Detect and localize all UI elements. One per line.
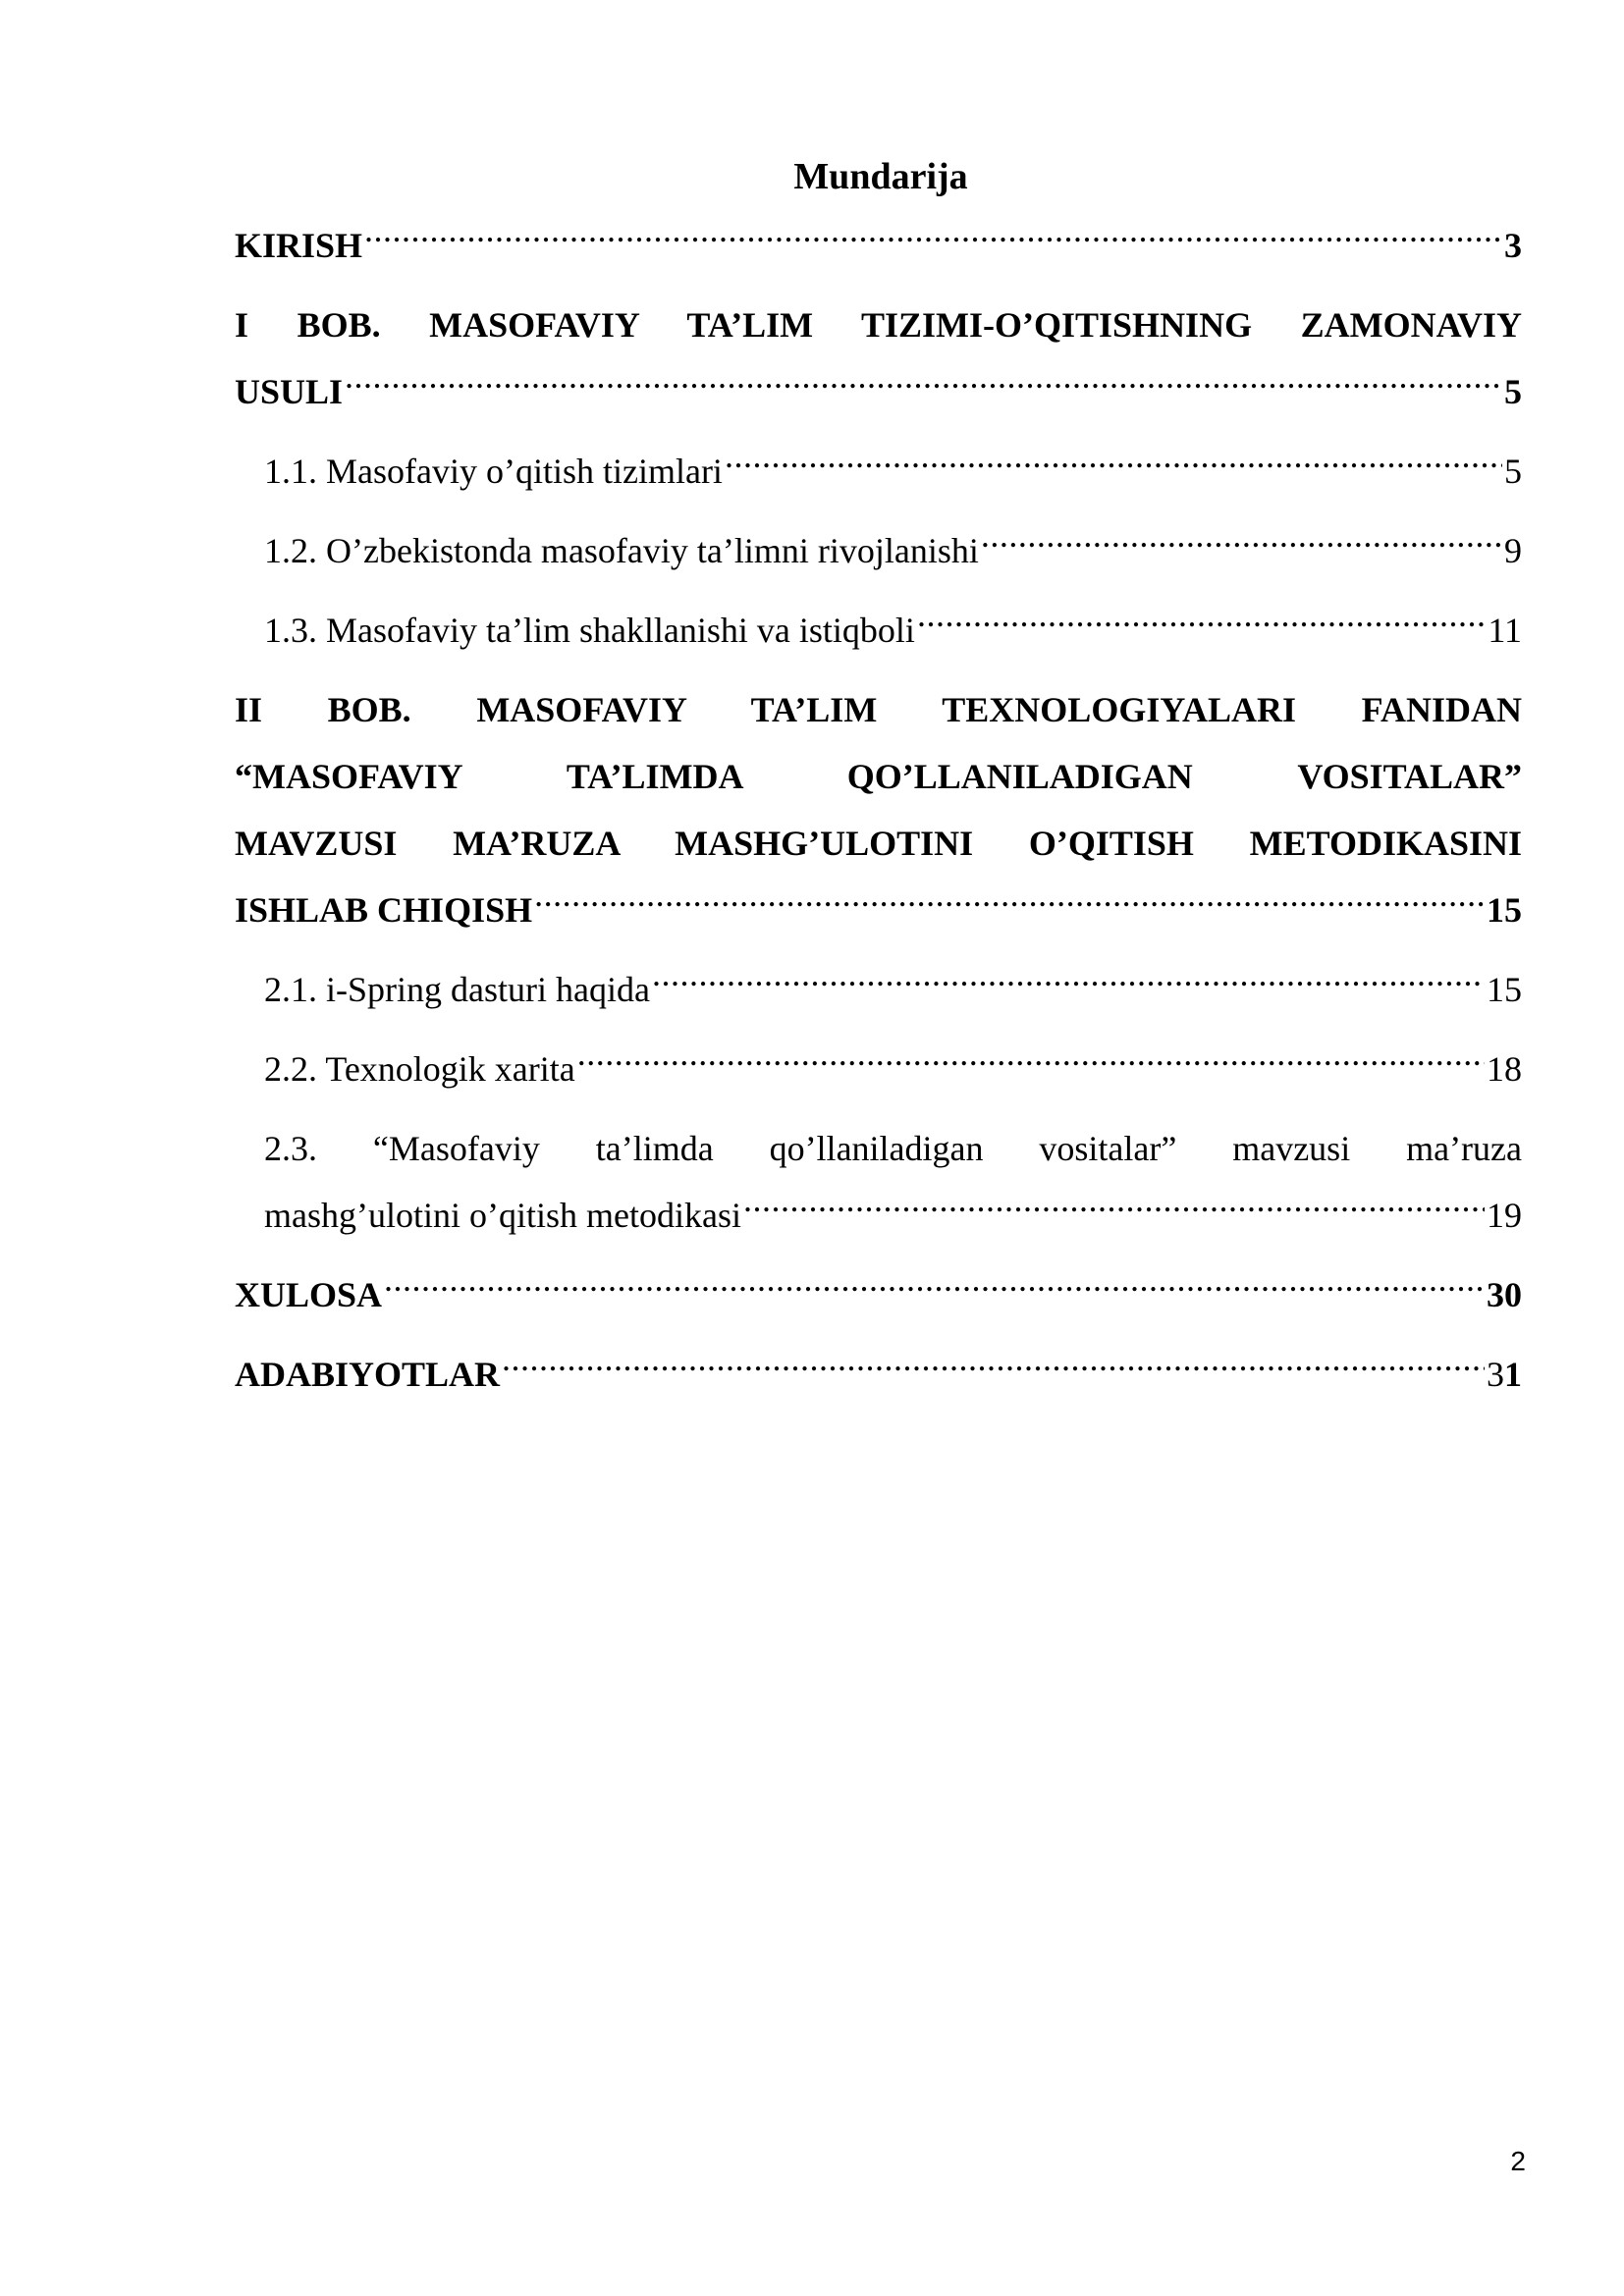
toc-entry-xulosa[interactable]	[235, 1261, 1522, 1328]
toc-entry-page: 11	[1488, 611, 1522, 650]
dot-leader	[743, 1192, 1485, 1227]
toc-entry-page: 19	[1487, 1196, 1522, 1235]
dot-leader	[577, 1045, 1485, 1081]
toc-entry-title-line: “MASOFAVIY TA’LIMDA QO’LLANILADIGAN VOSITALAR”	[235, 757, 1522, 796]
dot-leader	[384, 1271, 1485, 1307]
toc-entry-title: 1.1. Masofaviy o’qitish tizimlari	[264, 452, 723, 491]
toc-entry-page: 15	[1487, 970, 1522, 1009]
toc-entry-section-2-1[interactable]	[235, 956, 1522, 1023]
toc-entry-title: 1.3. Masofaviy ta’lim shakllanishi va istiqboli	[264, 611, 915, 650]
toc-entry-kirish[interactable]	[235, 212, 1522, 279]
toc-entry-page: 3	[1504, 226, 1522, 265]
toc-entry-page: 5	[1504, 452, 1522, 491]
toc-entry-chapter-2[interactable]	[235, 676, 1522, 943]
dot-leader	[725, 448, 1502, 483]
toc-entry-page	[1487, 1341, 1522, 1408]
toc-entry-title: mashg’ulotini o’qitish metodikasi	[264, 1196, 741, 1235]
toc-entry-page: 5	[1504, 372, 1522, 411]
toc-entry-title-line: 2.3. “Masofaviy ta’limda qo’llaniladigan vositalar” mavzusi ma’ruza	[264, 1129, 1522, 1168]
dot-leader	[345, 368, 1502, 403]
toc-entry-title: ISHLAB CHIQISH	[235, 890, 533, 930]
toc-entry-page: 18	[1487, 1049, 1522, 1089]
toc-entry-page: 15	[1487, 890, 1522, 930]
toc-entry-title: KIRISH	[235, 226, 363, 265]
dot-leader	[981, 527, 1502, 562]
table-of-contents	[235, 212, 1522, 1420]
footer-page-number: 2	[1510, 2146, 1526, 2176]
toc-entry-title-line: MAVZUSI MA’RUZA MASHG’ULOTINI O’QITISH METODIKASINI	[235, 824, 1522, 863]
toc-title: Mundarija	[793, 156, 968, 197]
toc-entry-title: 2.1. i-Spring dasturi haqida	[264, 970, 650, 1009]
dot-leader	[652, 966, 1485, 1001]
toc-entry-title: 1.2. O’zbekistonda masofaviy ta’limni rivojlanishi	[264, 531, 979, 570]
toc-entry-title: 2.2. Texnologik xarita	[264, 1049, 575, 1089]
toc-entry-section-1-2[interactable]	[235, 517, 1522, 584]
toc-entry-page-digit: 1	[1504, 1355, 1522, 1394]
dot-leader	[364, 222, 1502, 257]
toc-entry-adabiyotlar[interactable]	[235, 1341, 1522, 1408]
dot-leader	[917, 607, 1486, 642]
toc-entry-page: 30	[1487, 1275, 1522, 1314]
toc-entry-section-2-3[interactable]	[235, 1115, 1522, 1249]
toc-entry-section-1-3[interactable]	[235, 597, 1522, 664]
toc-entry-title: USULI	[235, 372, 344, 411]
dot-leader	[534, 886, 1485, 922]
toc-entry-title-line: I BOB. MASOFAVIY TA’LIM TIZIMI-O’QITISHNING ZAMONAVIY	[235, 305, 1522, 345]
toc-entry-page-digit: 3	[1487, 1355, 1504, 1394]
toc-entry-title: ADABIYOTLAR	[235, 1355, 501, 1394]
dot-leader	[502, 1351, 1485, 1386]
toc-entry-title: XULOSA	[235, 1275, 383, 1314]
toc-entry-page: 9	[1504, 531, 1522, 570]
toc-entry-section-1-1[interactable]	[235, 438, 1522, 505]
toc-entry-title-line: II BOB. MASOFAVIY TA’LIM TEXNOLOGIYALARI FANIDAN	[235, 690, 1522, 729]
toc-entry-chapter-1[interactable]	[235, 292, 1522, 425]
toc-entry-section-2-2[interactable]	[235, 1036, 1522, 1102]
